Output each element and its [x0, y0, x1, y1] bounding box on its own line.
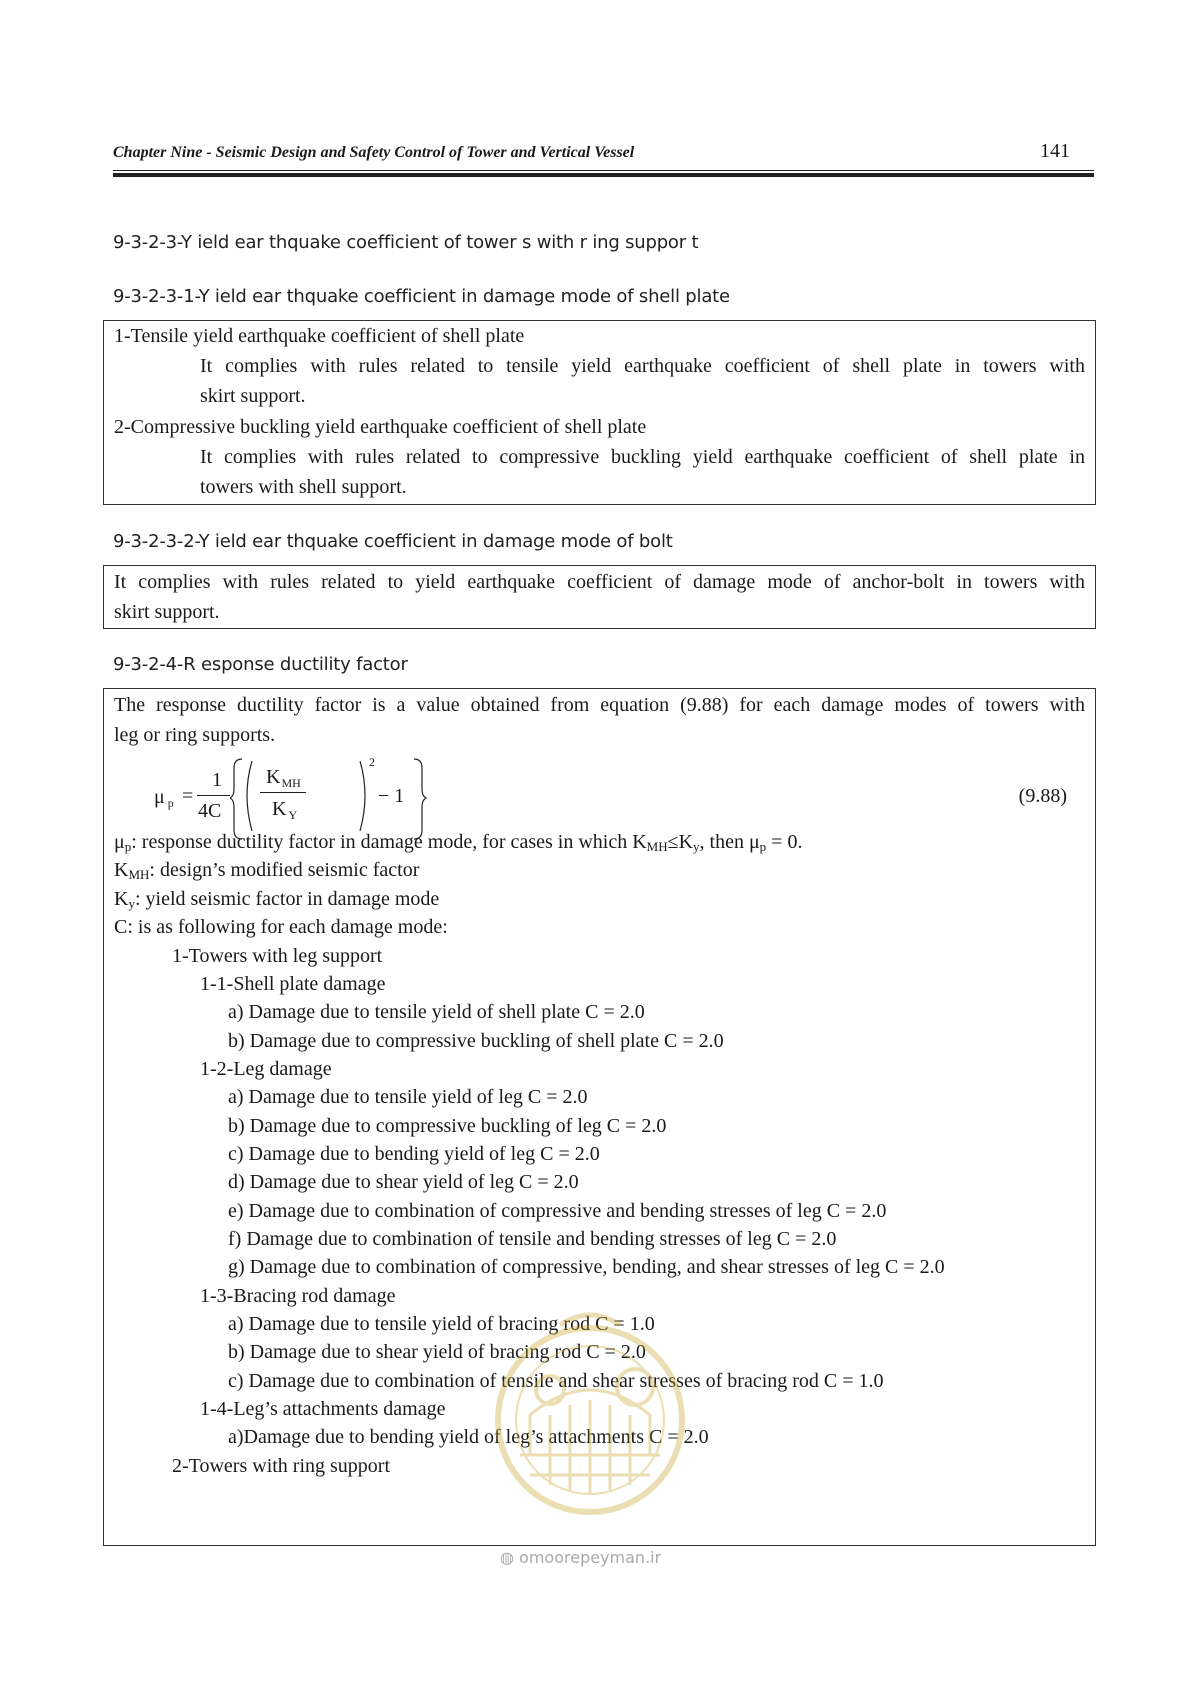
- eq-one: 1: [212, 769, 222, 791]
- list-item: f) Damage due to combination of tensile and bending stresses of leg C = 2.0: [228, 1228, 837, 1250]
- list-item: 1-3-Bracing rod damage: [200, 1285, 396, 1307]
- ductility-intro-line1: The response ductility factor is a value obtained from equation (9.88) for each damage modes of towers with: [114, 694, 1085, 716]
- page-number: 141: [1040, 140, 1070, 162]
- watermark-seal-icon: [490, 1305, 690, 1535]
- eq-exponent: 2: [369, 755, 375, 769]
- def-c: C: is as following for each damage mode:: [114, 916, 448, 938]
- bolt-text-line1: It complies with rules related to yield earthquake coefficient of damage mode of anchor-bolt in towers with: [114, 571, 1085, 593]
- eq-k-y: K $_Y$: [272, 798, 298, 822]
- eq-mu: μ $_p$: [154, 786, 174, 810]
- header-rule-thin: [113, 170, 1094, 171]
- list-item: a) Damage due to tensile yield of leg C = 2.0: [228, 1086, 588, 1108]
- list-item: b) Damage due to compressive buckling of shell plate C = 2.0: [228, 1030, 724, 1052]
- list-item: 2-Towers with ring support: [172, 1455, 391, 1477]
- section-heading-9-3-2-3: 9-3-2-3-Y ield ear thquake coefficient of tower s with r ing suppor t: [113, 232, 699, 253]
- item-tensile-text-line2: skirt support.: [200, 385, 306, 407]
- section-heading-9-3-2-4: 9-3-2-4-R esponse ductility factor: [113, 654, 408, 675]
- list-item: b) Damage due to compressive buckling of leg C = 2.0: [228, 1115, 667, 1137]
- header-rule-thick: [113, 173, 1094, 177]
- bolt-box: [103, 565, 1096, 629]
- eq-fraction-bar-inner: [260, 792, 306, 793]
- item-compressive-text-line2: towers with shell support.: [200, 476, 407, 498]
- watermark-url: ◍ omoorepeyman.ir: [500, 1548, 662, 1567]
- shell-plate-box: [103, 320, 1096, 505]
- def-mu-p: $\mu_p$: response ductility factor in damage mode, for cases in which $K_{MH}\le K_y$, then $\mu_p = 0$.: [114, 831, 803, 854]
- bolt-text-line2: skirt support.: [114, 601, 220, 623]
- list-item: 1-Towers with leg support: [172, 945, 383, 967]
- list-item: 1-4-Leg’s attachments damage: [200, 1398, 446, 1420]
- def-k-mh: $K_{MH}$: design’s modified seismic factor: [114, 859, 420, 882]
- list-item: c) Damage due to combination of tensile and shear stresses of bracing rod C = 1.0: [228, 1370, 884, 1392]
- eq-minus-one: − 1: [378, 785, 405, 807]
- item-tensile-text-line1: It complies with rules related to tensile yield earthquake coefficient of shell plate in towers with: [200, 355, 1085, 377]
- list-item: e) Damage due to combination of compressive and bending stresses of leg C = 2.0: [228, 1200, 887, 1222]
- item-tensile-yield: 1-Tensile yield earthquake coefficient of shell plate: [114, 325, 525, 347]
- def-k-y: $K_y$: yield seismic factor in damage mode: [114, 888, 440, 911]
- item-compressive-buckling: 2-Compressive buckling yield earthquake coefficient of shell plate: [114, 416, 647, 438]
- list-item: b) Damage due to shear yield of bracing rod C = 2.0: [228, 1341, 646, 1363]
- globe-icon: ◍: [500, 1548, 520, 1567]
- section-heading-9-3-2-3-1: 9-3-2-3-1-Y ield ear thquake coefficient in damage mode of shell plate: [113, 286, 730, 307]
- list-item: 1-2-Leg damage: [200, 1058, 332, 1080]
- list-item: 1-1-Shell plate damage: [200, 973, 386, 995]
- chapter-title: Chapter Nine - Seismic Design and Safety Control of Tower and Vertical Vessel: [113, 144, 635, 161]
- equation-number: (9.88): [1018, 785, 1067, 807]
- ductility-intro-line2: leg or ring supports.: [114, 724, 276, 746]
- eq-k-mh: $K_{MH}$: [266, 766, 301, 790]
- eq-fraction-bar-outer: [197, 795, 230, 796]
- page-header: [113, 140, 1094, 180]
- list-item: g) Damage due to combination of compressive, bending, and shear stresses of leg C = 2.0: [228, 1256, 945, 1278]
- list-item: a) Damage due to tensile yield of bracing rod C = 1.0: [228, 1313, 655, 1335]
- item-compressive-text-line1: It complies with rules related to compressive buckling yield earthquake coefficient of shell plate in: [200, 446, 1085, 468]
- list-item: a) Damage due to tensile yield of shell plate C = 2.0: [228, 1001, 645, 1023]
- list-item: c) Damage due to bending yield of leg C = 2.0: [228, 1143, 600, 1165]
- list-item: a)Damage due to bending yield of leg’s attachments C = 2.0: [228, 1426, 709, 1448]
- eq-equals: =: [182, 785, 194, 807]
- eq-four-c: 4C: [198, 800, 222, 822]
- section-heading-9-3-2-3-2: 9-3-2-3-2-Y ield ear thquake coefficient in damage mode of bolt: [113, 531, 673, 552]
- list-item: d) Damage due to shear yield of leg C = 2.0: [228, 1171, 579, 1193]
